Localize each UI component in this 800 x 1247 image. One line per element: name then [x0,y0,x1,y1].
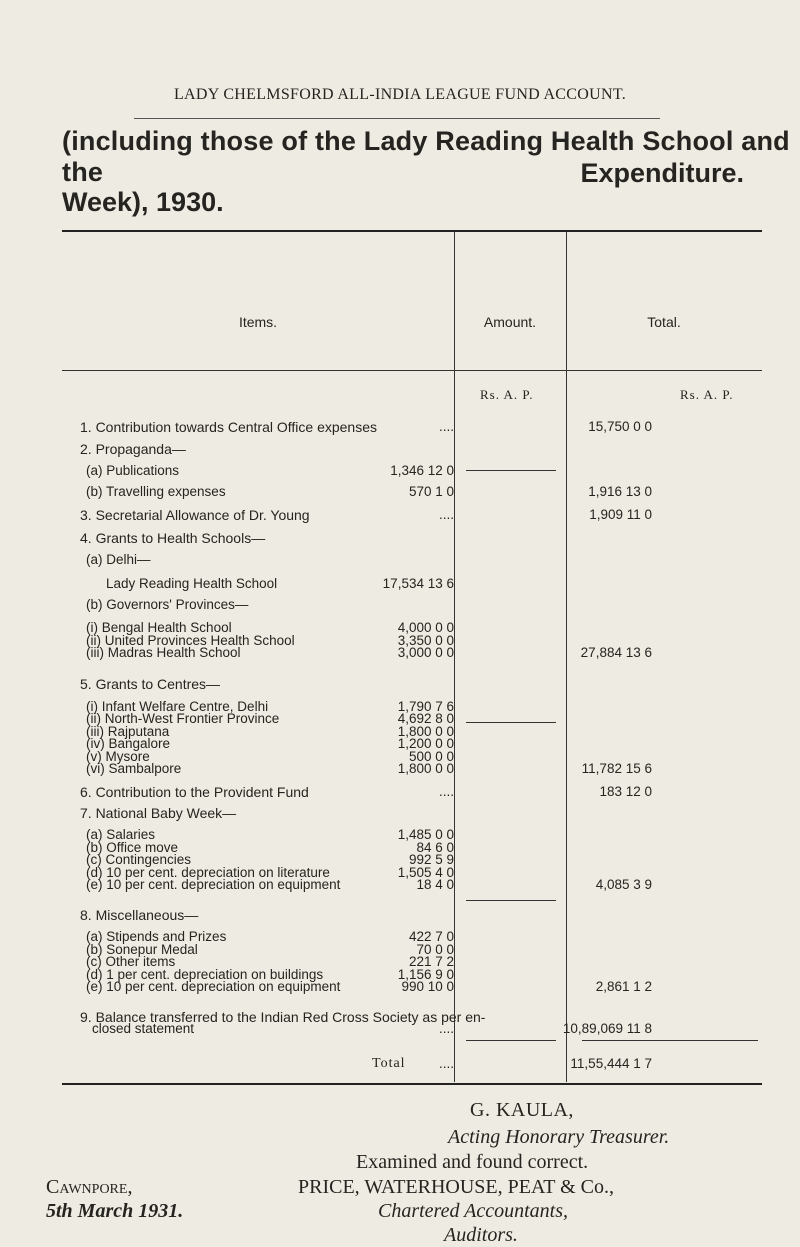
table-top-rule [62,230,762,232]
total-label: Total [372,1056,406,1071]
total-row [0,1056,800,1074]
row-amount: 422 7 0 [408,929,454,944]
row-total: 4,085 3 9 [595,877,652,892]
column-header-items: Items. [238,314,278,330]
row-amount: 570 1 0 [408,484,454,499]
row-label: (v) Mysore [86,749,150,764]
row-amount: 1,505 4 0 [397,865,454,880]
row-label: (a) Stipends and Prizes [86,929,227,944]
row-total: 1,916 13 0 [588,484,652,499]
table-row [0,441,800,459]
row-amount: 1,200 0 0 [397,736,454,751]
row-total: 27,884 13 6 [580,645,652,660]
row-total: 183 12 0 [599,784,652,799]
row-amount: 221 7 2 [408,954,454,969]
row-amount: 4,000 0 0 [397,620,454,635]
row-total: 11,782 15 6 [581,761,652,776]
table-row [0,507,800,525]
table-row [0,645,800,663]
row-amount: .... [438,419,454,434]
row-label: Lady Reading Health School [106,576,278,591]
row-label: closed statement [92,1021,195,1036]
row-label: (iii) Rajputana [86,724,170,739]
row-label: 3. Secretarial Allowance of Dr. Young [80,507,310,523]
table-row [0,552,800,570]
row-label: (e) 10 per cent. depreciation on equipment [86,979,341,994]
table-row [0,907,800,925]
row-amount: .... [438,1021,454,1036]
row-label: 8. Miscellaneous— [80,907,199,923]
title-rule [134,118,660,119]
row-amount: .... [438,784,454,799]
row-label: 4. Grants to Health Schools— [80,530,266,546]
fund-title: LADY CHELMSFORD ALL-INDIA LEAGUE FUND ACCOUNT. [173,86,627,103]
treasurer-name: G. KAULA, [470,1099,574,1121]
row-amount: 84 6 0 [416,840,454,855]
subtotal-rule [466,1040,556,1041]
row-label: 7. National Baby Week— [80,805,237,821]
row-amount: 992 5 9 [408,852,454,867]
table-row [0,463,800,481]
row-amount: 18 4 0 [416,877,454,892]
row-label: (c) Other items [86,954,176,969]
examined-note: Examined and found correct. [356,1151,589,1173]
table-row [0,805,800,823]
row-label: (i) Bengal Health School [86,620,232,635]
row-amount: 1,800 0 0 [397,761,454,776]
row-label: (b) Office move [86,840,179,855]
row-label: (d) 10 per cent. depreciation on literature [86,865,330,880]
auditors-label: Auditors. [444,1224,518,1246]
table-row [0,597,800,615]
date: 5th March 1931. [46,1200,184,1222]
auditor-firm: PRICE, WATERHOUSE, PEAT & Co., [298,1176,614,1198]
row-amount: 17,534 13 6 [382,576,454,591]
row-amount: 1,790 7 6 [397,699,454,714]
row-label: (ii) United Provinces Health School [86,633,295,648]
row-label: (a) Publications [86,463,180,478]
row-total: 1,909 11 0 [589,507,652,522]
row-label: (vi) Sambalpore [86,761,182,776]
row-label: (iv) Bangalore [86,736,171,751]
row-label: 9. Balance transferred to the Indian Red Cross Society as per en- [80,1009,486,1025]
row-label: 1. Contribution towards Central Office expenses [80,419,378,435]
table-row [0,1021,800,1039]
treasurer-role: Acting Honorary Treasurer. [448,1126,670,1148]
row-amount: 4,692 8 0 [397,711,454,726]
row-total: 2,861 1 2 [595,979,652,994]
row-label: 5. Grants to Centres— [80,676,221,692]
row-label: (b) Sonepur Medal [86,942,198,957]
table-row [0,784,800,802]
units-amount: Rs. A. P. [480,387,534,402]
row-amount: 500 0 0 [408,749,454,764]
row-amount: 1,485 0 0 [397,827,454,842]
subtotal-rule [466,900,556,901]
column-header-total: Total. [647,314,681,330]
table-row [0,877,800,895]
header-rule [62,370,762,371]
row-label: (d) 1 per cent. depreciation on buildings [86,967,324,982]
subtotal-rule [582,1040,758,1041]
subtitle-line-1: (including those of the Lady Reading Health School and the [62,126,790,187]
row-amount: 1,800 0 0 [397,724,454,739]
table-row [0,979,800,997]
row-label: 6. Contribution to the Provident Fund [80,784,309,800]
table-row [0,676,800,694]
row-amount: 3,000 0 0 [397,645,454,660]
place: Cawnpore, [46,1176,133,1198]
row-label: (a) Delhi— [86,552,151,567]
row-amount: .... [438,507,454,522]
auditor-title: Chartered Accountants, [378,1200,568,1222]
row-label: (e) 10 per cent. depreciation on equipment [86,877,341,892]
table-row [0,419,800,437]
row-amount: 1,156 9 0 [397,967,454,982]
units-total: Rs. A. P. [680,387,734,402]
row-label: (a) Salaries [86,827,156,842]
row-amount: 1,346 12 0 [390,463,454,478]
row-label: (i) Infant Welfare Centre, Delhi [86,699,269,714]
row-amount: 3,350 0 0 [397,633,454,648]
row-label: (b) Governors' Provinces— [86,597,249,612]
total-value: 11,55,444 1 7 [570,1056,652,1071]
subtitle-line-3: Week), 1930. [62,187,224,217]
row-total: 10,89,069 11 8 [562,1021,652,1036]
row-label: 2. Propaganda— [80,441,186,457]
table-row [0,530,800,548]
total-amount: .... [438,1056,454,1071]
row-amount: 70 0 0 [416,942,454,957]
table-bottom-rule [62,1083,762,1085]
table-row [0,484,800,502]
column-header-amount: Amount. [483,314,537,330]
row-amount: 990 10 0 [401,979,454,994]
row-total: 15,750 0 0 [588,419,652,434]
row-label: (b) Travelling expenses [86,484,226,499]
table-row [0,576,800,594]
row-label: (c) Contingencies [86,852,192,867]
subtitle-line-2: Expenditure. [580,158,744,188]
row-label: (ii) North-West Frontier Province [86,711,280,726]
row-label: (iii) Madras Health School [86,645,241,660]
table-row [0,761,800,779]
